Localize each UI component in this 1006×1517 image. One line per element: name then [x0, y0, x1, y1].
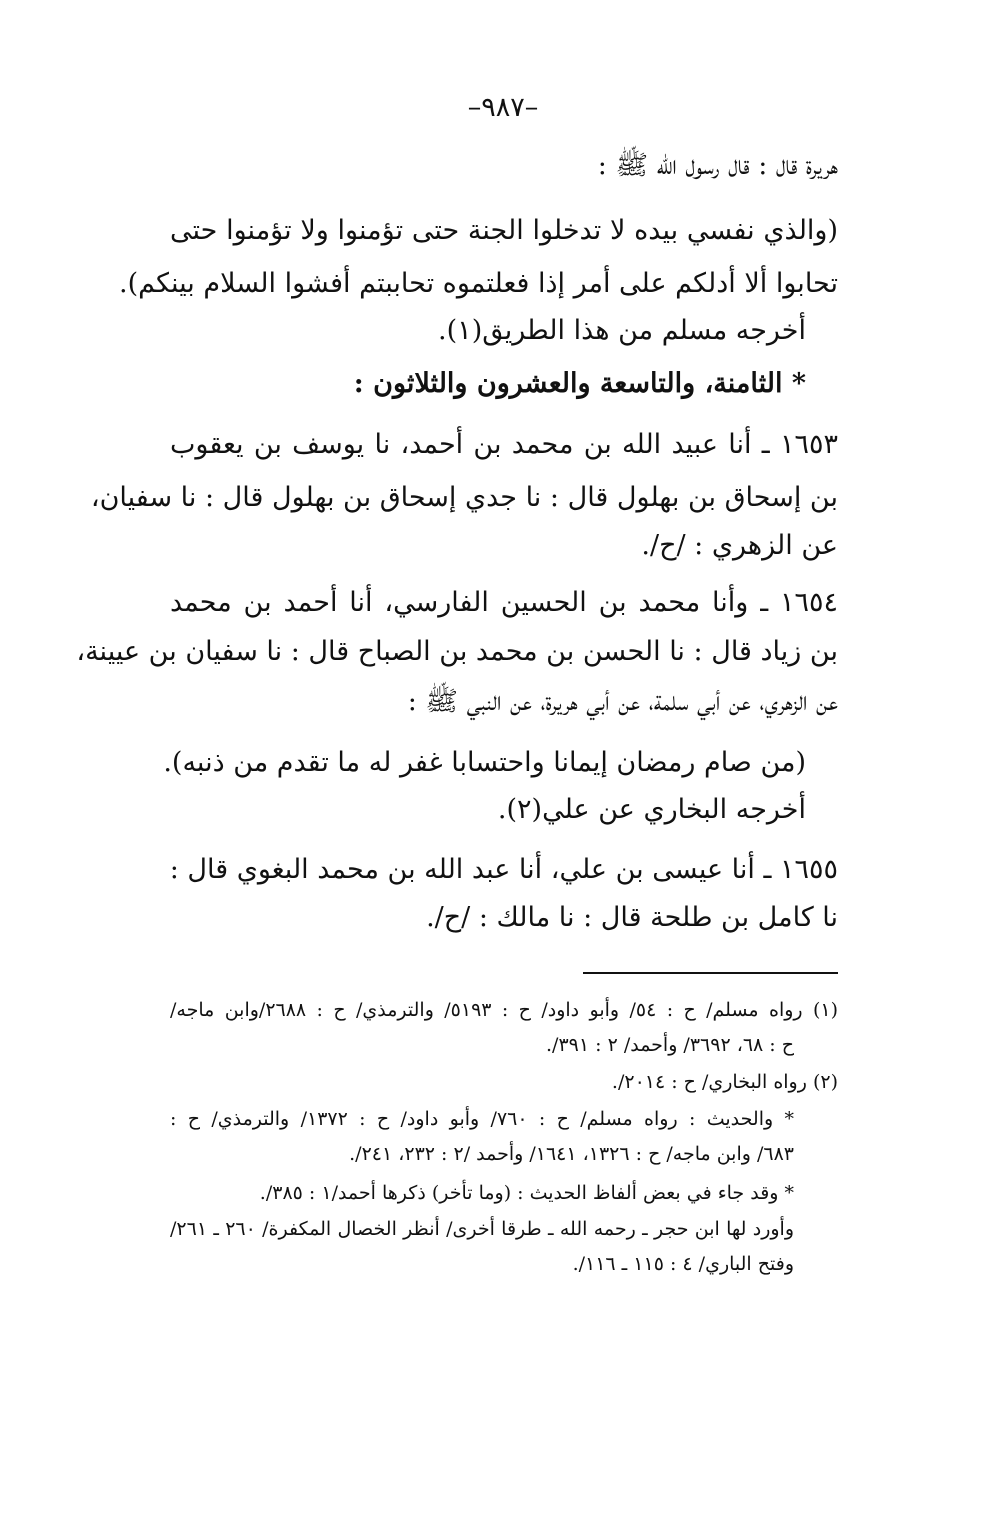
footnote-line: * وقد جاء في بعض ألفاظ الحديث : (وما تأخر) ذكرها أحمد/١ : ٣٨٥/. — [259, 1182, 794, 1204]
footnote-line: (٢) رواه البخاري/ ح : ٢٠١٤/. — [611, 1071, 838, 1093]
text-line: أخرجه مسلم من هذا الطريق(١). — [438, 315, 806, 346]
text-line: ١٦٥٣ ـ أنا عبيد الله بن محمد بن أحمد، نا يوسف بن يعقوب — [170, 429, 838, 460]
text-line: بن زياد قال : نا الحسن بن محمد بن الصباح قال : نا سفيان بن عيينة، — [76, 636, 838, 667]
text-line: هريرة قال : قال رسول الله ﷺ : — [597, 150, 838, 181]
text-line: أخرجه البخاري عن علي(٢). — [497, 794, 806, 825]
footnote-line: ٦٨٣/ وابن ماجه/ ح : ١٣٢٦، ١٦٤١/ وأحمد /٢ : ٢٣٢، ٢٤١/. — [349, 1143, 794, 1165]
footnote-line: ح : ٦٨، ٣٦٩٢/ وأحمد/ ٢ : ٣٩١/. — [546, 1034, 794, 1056]
page-number: –٩٨٧– — [467, 92, 539, 123]
text-line: (والذي نفسي بيده لا تدخلوا الجنة حتى تؤمنوا ولا تؤمنوا حتى — [170, 215, 838, 246]
text-line: نا كامل بن طلحة قال : نا مالك : /ح/. — [426, 902, 838, 933]
footnote-line: (١) رواه مسلم/ ح : ٥٤/ وأبو داود/ ح : ٥١٩٣/ والترمذي/ ح : ٢٦٨٨/وابن ماجه/ — [170, 999, 839, 1021]
text-line: عن الزهري : /ح/. — [641, 530, 838, 561]
footnote-line: وأورد لها ابن حجر ـ رحمه الله ـ طرقا أخرى/ أنظر الخصال المكفرة/ ٢٦٠ ـ ٢٦١/ — [170, 1218, 794, 1240]
text-line: بن إسحاق بن بهلول قال : نا جدي إسحاق بن بهلول قال : نا سفيان، — [90, 482, 838, 513]
text-line: تحابوا ألا أدلكم على أمر إذا فعلتموه تحاببتم أفشوا السلام بينكم). — [119, 268, 838, 299]
footnote-line: وفتح الباري/ ٤ : ١١٥ ـ ١١٦/. — [572, 1253, 794, 1275]
text-line: ١٦٥٥ ـ أنا عيسى بن علي، أنا عبد الله بن محمد البغوي قال : — [169, 854, 838, 885]
footnote-separator — [583, 972, 838, 974]
text-line: ١٦٥٤ ـ وأنا محمد بن الحسين الفارسي، أنا أحمد بن محمد — [170, 587, 838, 618]
footnote-line: * والحديث : رواه مسلم/ ح : ٧٦٠/ وأبو داود/ ح : ١٣٧٢/ والترمذي/ ح : — [170, 1108, 794, 1130]
text-line: عن الزهري، عن أبي سلمة، عن أبي هريرة، عن النبي ﷺ : — [407, 686, 838, 717]
text-line: (من صام رمضان إيمانا واحتسابا غفر له ما تقدم من ذنبه). — [163, 747, 806, 778]
section-heading: * الثامنة، والتاسعة والعشرون والثلاثون : — [353, 368, 806, 399]
